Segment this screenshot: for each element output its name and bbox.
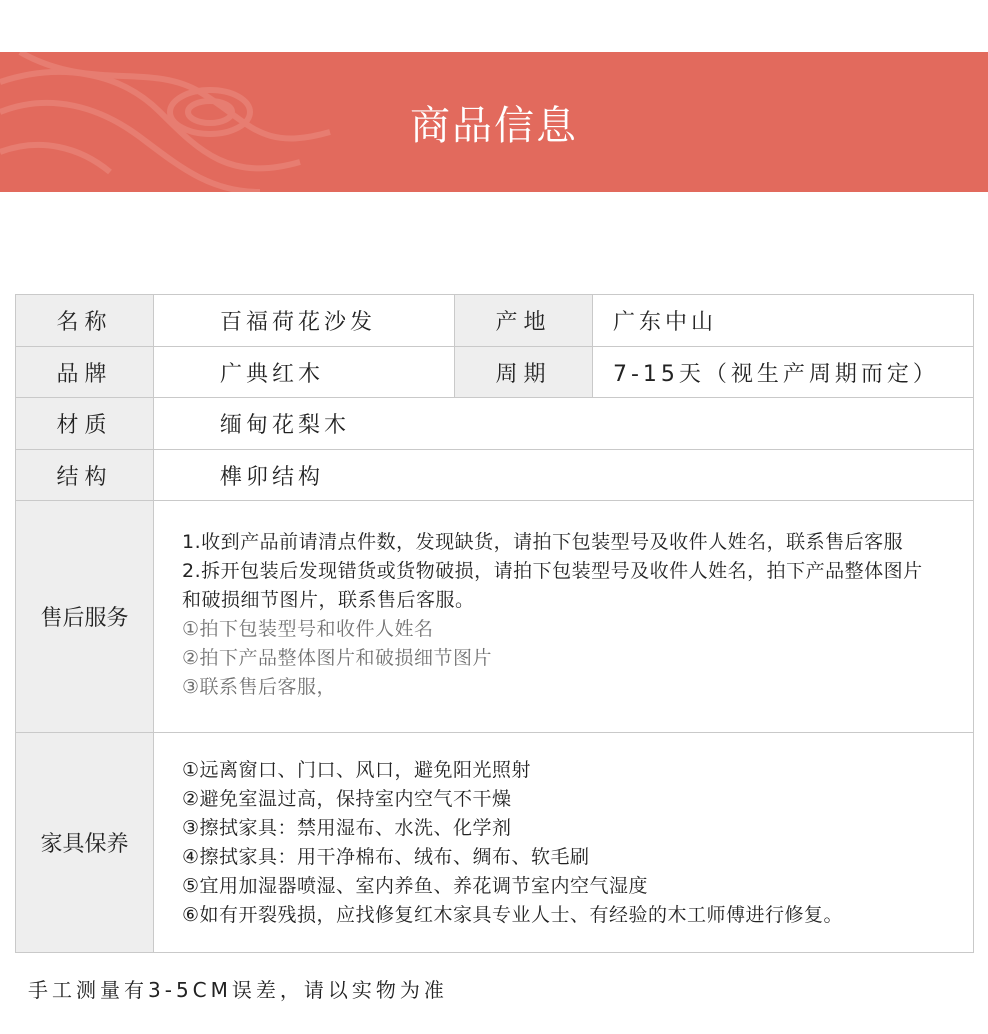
period-value: 7-15天（视生产周期而定） (593, 347, 974, 398)
header-banner (0, 52, 988, 192)
after-sales-content (154, 501, 974, 733)
after-sales-step: ②拍下产品整体图片和破损细节图片 (182, 646, 493, 669)
brand-value: 广典红木 (154, 347, 455, 398)
care-line: ③擦拭家具：禁用湿布、水洗、化学剂 (182, 816, 512, 839)
table-row (16, 398, 974, 450)
care-line: ①远离窗口、门口、风口，避免阳光照射 (182, 758, 532, 781)
material-value: 缅甸花梨木 (154, 398, 974, 450)
table-row (16, 450, 974, 501)
table-row (16, 501, 974, 733)
structure-label: 结构 (16, 450, 154, 501)
structure-value: 榫卯结构 (154, 450, 974, 501)
after-sales-line: 2.拆开包装后发现错货或货物破损，请拍下包装型号及收件人姓名，拍下产品整体图片 (182, 559, 923, 582)
after-sales-step: ①拍下包装型号和收件人姓名 (182, 617, 434, 640)
care-content (154, 733, 974, 953)
table-row (16, 295, 974, 347)
brand-label: 品牌 (16, 347, 154, 398)
material-label: 材质 (16, 398, 154, 450)
table-row (16, 733, 974, 953)
after-sales-step: ③联系售后客服， (182, 675, 337, 698)
care-line: ⑤宜用加湿器喷湿、室内养鱼、养花调节室内空气湿度 (182, 874, 649, 897)
measurement-note: 手工测量有3-5CM误差，请以实物为准 (28, 978, 448, 1002)
period-label: 周期 (455, 347, 593, 398)
product-info-table (15, 294, 974, 953)
care-line: ④擦拭家具：用干净棉布、绒布、绸布、软毛刷 (182, 845, 590, 868)
table-row (16, 347, 974, 398)
name-label: 名称 (16, 295, 154, 347)
page-title: 商品信息 (410, 102, 578, 149)
after-sales-line: 1.收到产品前请清点件数，发现缺货，请拍下包装型号及收件人姓名，联系售后客服 (182, 530, 904, 553)
after-sales-label: 售后服务 (16, 501, 154, 733)
after-sales-line: 和破损细节图片，联系售后客服。 (182, 588, 475, 611)
origin-label: 产地 (455, 295, 593, 347)
name-value: 百福荷花沙发 (154, 295, 455, 347)
care-label: 家具保养 (16, 733, 154, 953)
care-line: ②避免室温过高，保持室内空气不干燥 (182, 787, 512, 810)
care-line: ⑥如有开裂残损，应找修复红木家具专业人士、有经验的木工师傅进行修复。 (182, 903, 844, 926)
origin-value: 广东中山 (593, 295, 974, 347)
